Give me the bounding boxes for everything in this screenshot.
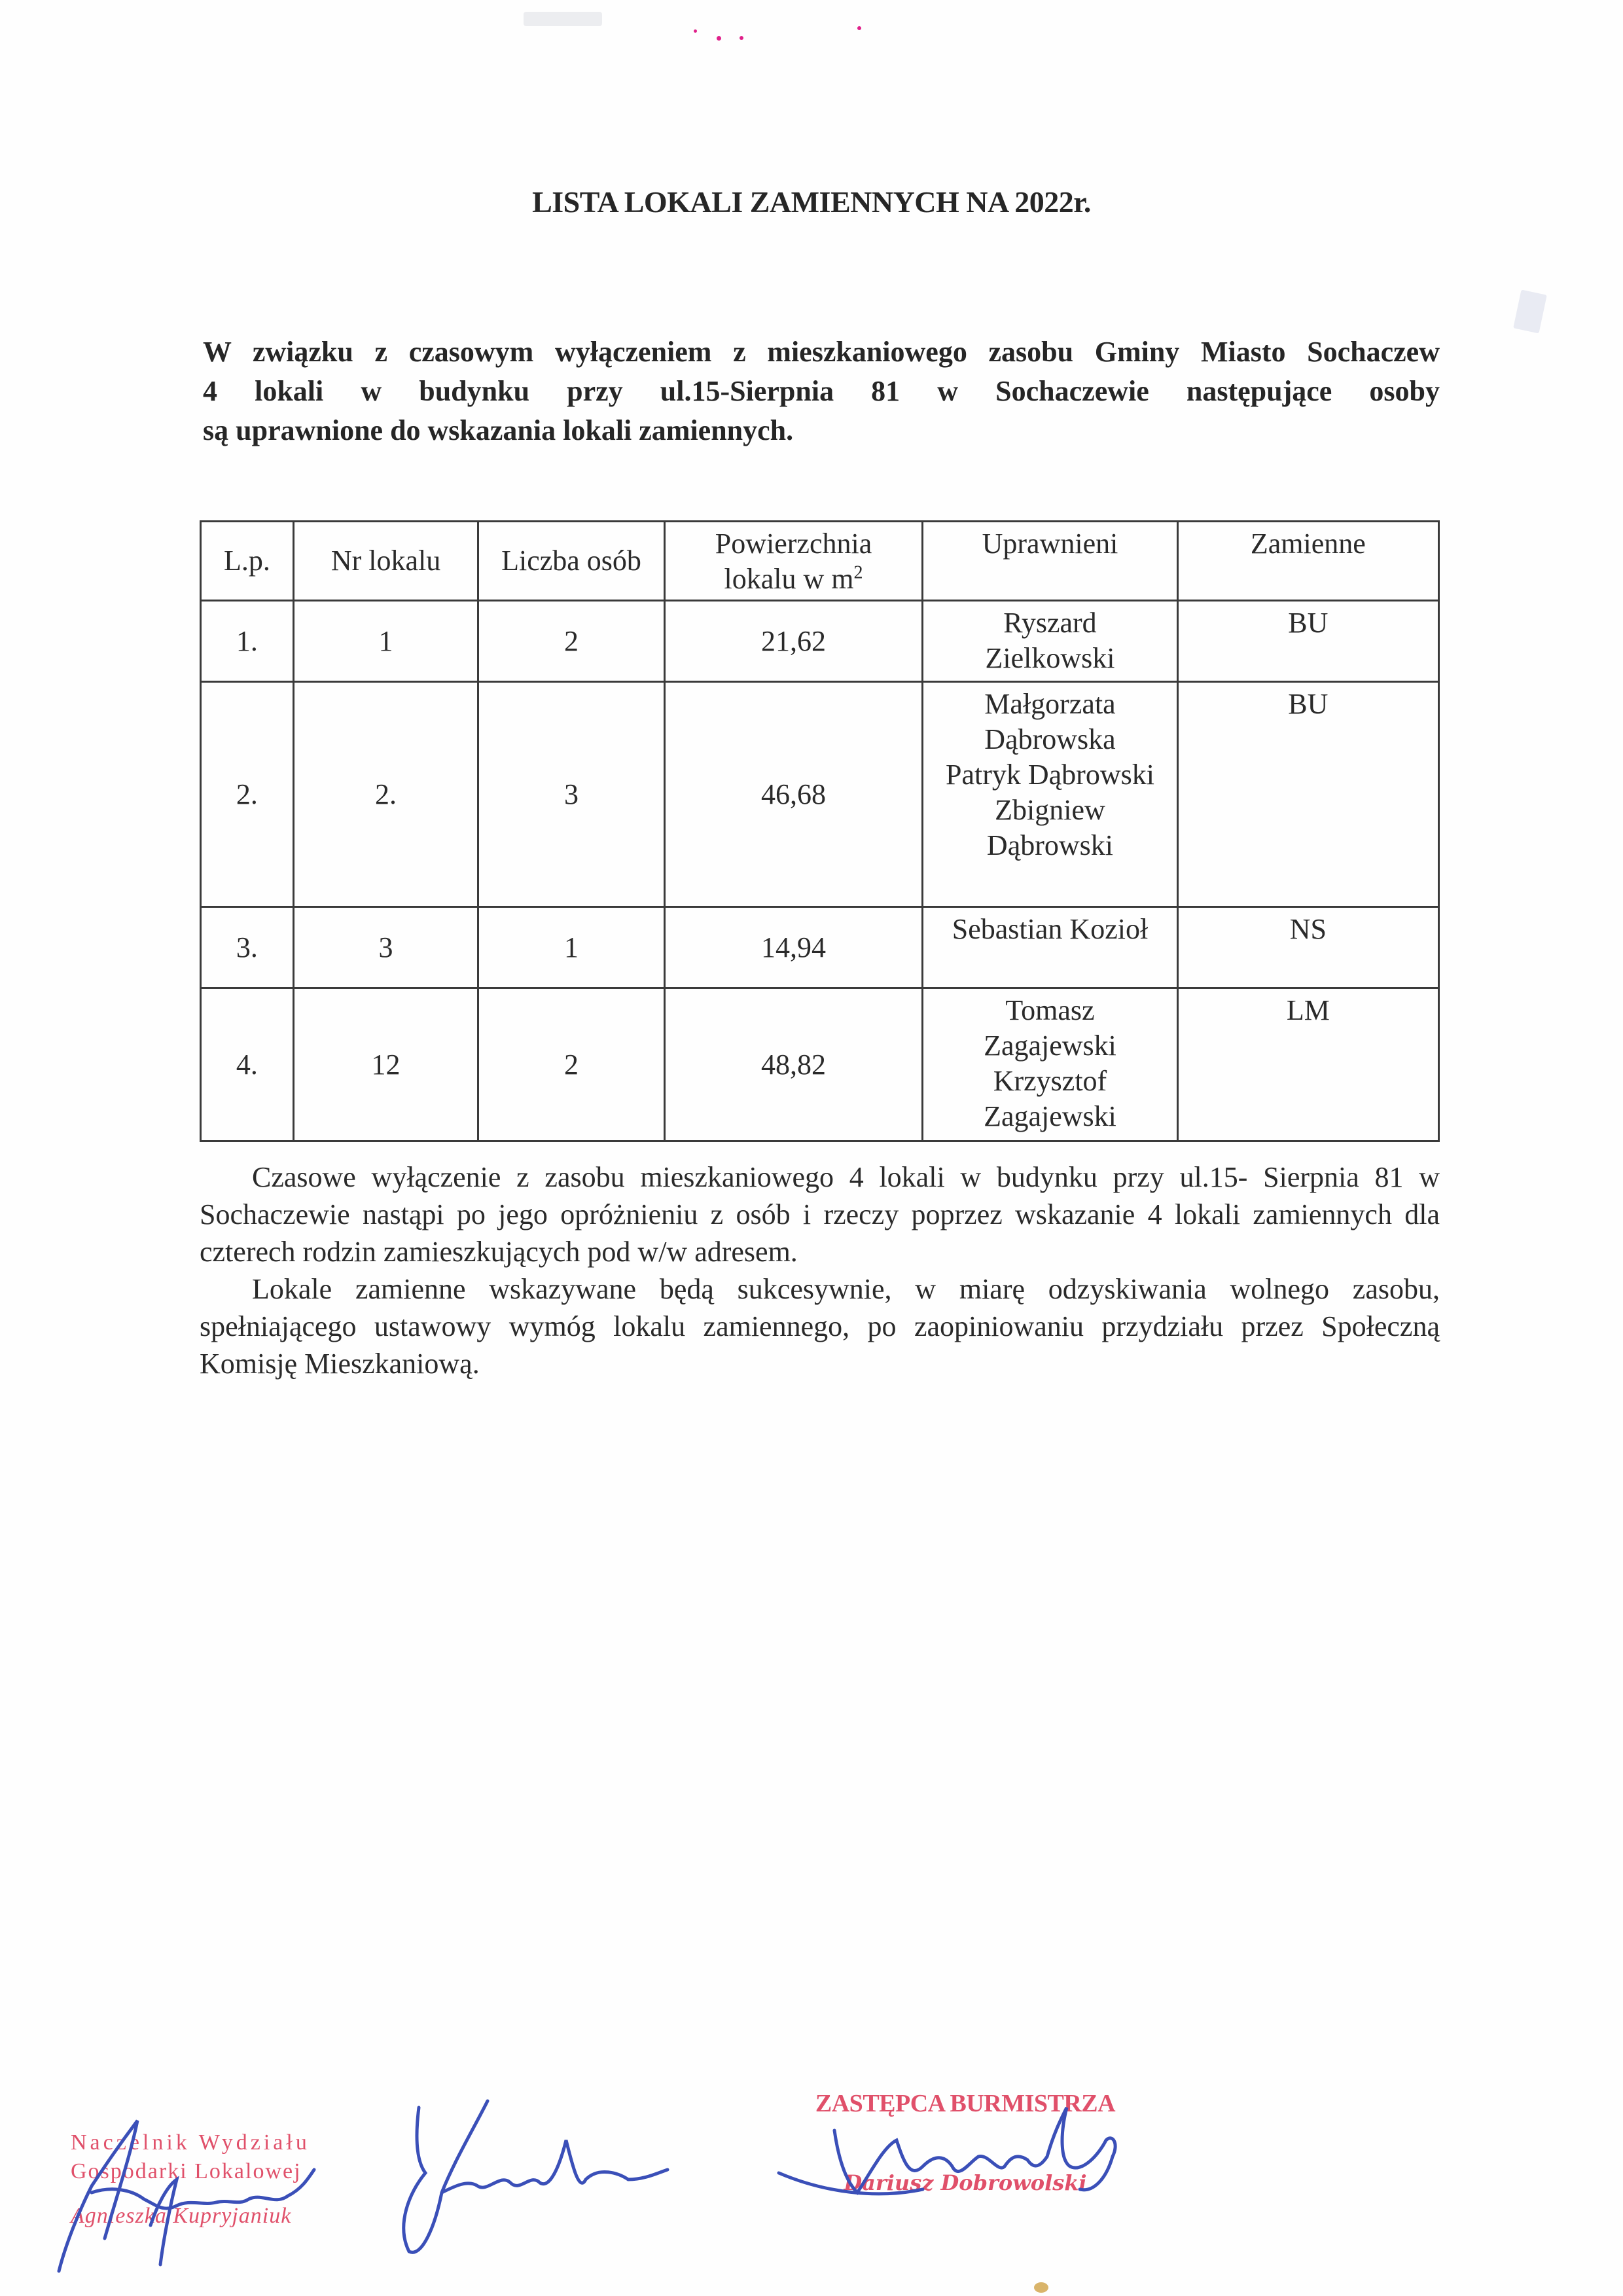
cell-lp: 4. xyxy=(201,988,294,1141)
cell-liczba-osob: 1 xyxy=(478,907,664,988)
scan-speck xyxy=(524,12,602,26)
cell-powierzchnia: 14,94 xyxy=(664,907,923,988)
table-row xyxy=(201,601,1439,682)
replacement-units-table xyxy=(200,520,1440,1142)
signature-middle xyxy=(370,2094,671,2265)
signature-dobrowolski xyxy=(772,2094,1139,2206)
cell-nr-lokalu: 3 xyxy=(293,907,478,988)
cell-zamienne: BU xyxy=(1177,682,1438,907)
scan-speck xyxy=(694,29,697,33)
scan-speck xyxy=(1513,289,1547,333)
cell-zamienne: NS xyxy=(1177,907,1438,988)
cell-liczba-osob: 3 xyxy=(478,682,664,907)
cell-nr-lokalu: 12 xyxy=(293,988,478,1141)
scan-speck xyxy=(857,26,861,30)
stamp-name: Dariusz Dobrowolski xyxy=(844,2170,1087,2195)
table-row xyxy=(201,682,1439,907)
cell-powierzchnia: 48,82 xyxy=(664,988,923,1141)
table-row xyxy=(201,988,1439,1141)
header-powierzchnia: Powierzchnia lokalu w $m^2$ xyxy=(664,522,923,601)
cell-liczba-osob: 2 xyxy=(478,988,664,1141)
intro-line: są uprawnione do wskazania lokali zamiennych. xyxy=(203,414,794,446)
stamp-line: Gospodarki Lokalowej xyxy=(71,2159,302,2183)
header-nr-lokalu: Nr lokalu xyxy=(293,522,478,601)
table-row xyxy=(201,907,1439,988)
intro-paragraph xyxy=(203,332,1440,450)
header-liczba-osob: Liczba osób xyxy=(478,522,664,601)
cell-uprawnieni: Tomasz Zagajewski Krzysztof Zagajewski xyxy=(923,988,1177,1141)
cell-zamienne: LM xyxy=(1177,988,1438,1141)
intro-line: 4 lokali w budynku przy ul.15-Sierpnia 81 w Sochaczewie następujące osoby xyxy=(203,375,1440,407)
cell-nr-lokalu: 2. xyxy=(293,682,478,907)
cell-powierzchnia: 21,62 xyxy=(664,601,923,682)
header-uprawnieni: Uprawnieni xyxy=(923,522,1177,601)
stamp-name: Agnieszka Kupryjaniuk xyxy=(71,2204,292,2228)
scan-speck xyxy=(740,36,743,40)
header-zamienne: Zamienne xyxy=(1177,522,1438,601)
cell-zamienne: BU xyxy=(1177,601,1438,682)
body-text xyxy=(200,1158,1440,1382)
paragraph: Czasowe wyłączenie z zasobu mieszkaniowego 4 lokali w budynku przy ul.15- Sierpnia 81 w Sochaczewie nastąpi po jego opróżnieniu z osób i rzeczy poprzez wskazanie 4 lokali zamiennych dla czterech rodzin zamieszkujących pod w/w adresem. xyxy=(200,1161,1440,1268)
header-lp: L.p. xyxy=(201,522,294,601)
cell-lp: 1. xyxy=(201,601,294,682)
table-header-row xyxy=(201,522,1439,601)
paragraph: Lokale zamienne wskazywane będą sukcesywnie, w miarę odzyskiwania wolnego zasobu, spełniającego ustawowy wymóg lokalu zamiennego, po zaopiniowaniu przydziału przez Społeczną Komisję Mieszkaniową. xyxy=(200,1273,1440,1380)
intro-line: W związku z czasowym wyłączeniem z mieszkaniowego zasobu Gminy Miasto Sochaczew xyxy=(203,336,1440,368)
stamp-role: ZASTĘPCA BURMISTRZA xyxy=(815,2090,1116,2117)
cell-nr-lokalu: 1 xyxy=(293,601,478,682)
scan-speck xyxy=(1034,2282,1048,2293)
page-title: LISTA LOKALI ZAMIENNYCH NA 2022r. xyxy=(532,185,1091,219)
signature-kupryjaniuk xyxy=(52,2108,366,2284)
cell-liczba-osob: 2 xyxy=(478,601,664,682)
cell-lp: 2. xyxy=(201,682,294,907)
cell-uprawnieni: Ryszard Zielkowski xyxy=(923,601,1177,682)
cell-uprawnieni: Małgorzata Dąbrowska Patryk Dąbrowski Zbigniew Dąbrowski xyxy=(923,682,1177,907)
cell-lp: 3. xyxy=(201,907,294,988)
cell-uprawnieni: Sebastian Kozioł xyxy=(923,907,1177,988)
scan-speck xyxy=(717,36,721,41)
stamp-line: Naczelnik Wydziału xyxy=(71,2130,310,2155)
cell-powierzchnia: 46,68 xyxy=(664,682,923,907)
